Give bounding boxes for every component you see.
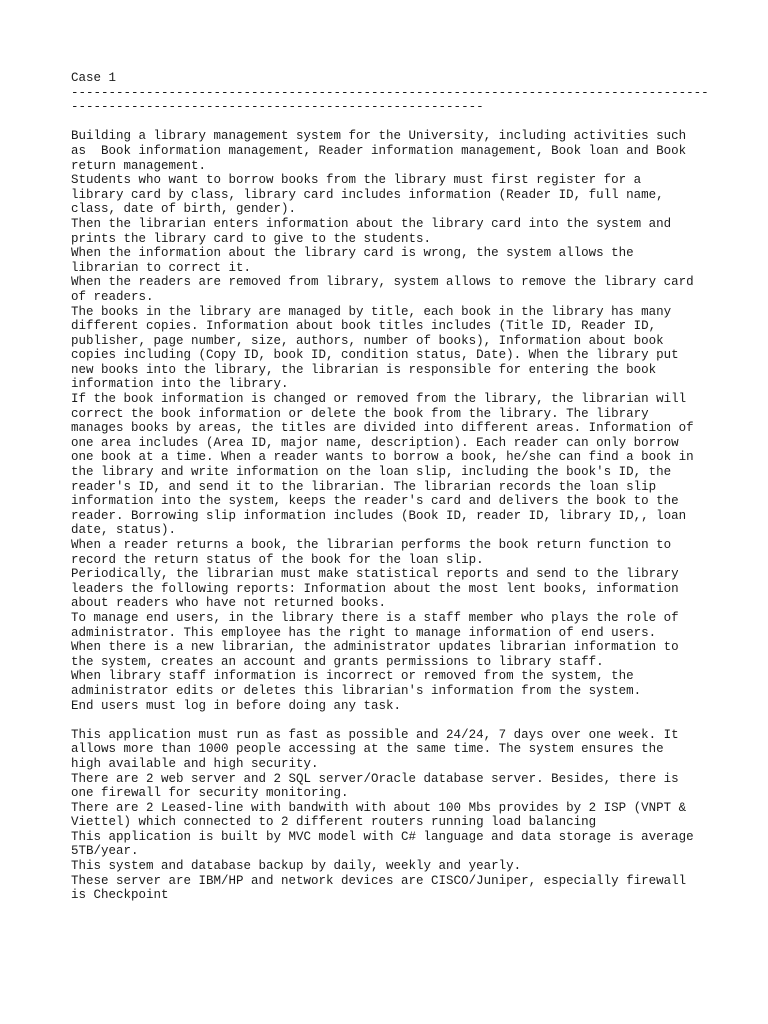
document-page: [71, 71, 711, 903]
text-line: class, date of birth, gender).: [71, 202, 297, 217]
technical-paragraph: [71, 728, 711, 903]
text-line: 5TB/year.: [71, 844, 139, 859]
text-line: administrator. This employee has the right to manage information of end users.: [71, 625, 657, 640]
text-line: When there is a new librarian, the administrator updates librarian information to: [71, 640, 679, 655]
text-line: If the book information is changed or removed from the library, the librarian will: [71, 392, 687, 407]
text-line: allows more than 1000 people accessing at the same time. The system ensures the: [71, 742, 664, 757]
text-line: information into the library.: [71, 377, 289, 392]
text-line: Building a library management system for the University, including activities such: [71, 129, 687, 144]
text-line: reader. Borrowing slip information includes (Book ID, reader ID, library ID,, loan: [71, 508, 687, 523]
text-line: one firewall for security monitoring.: [71, 786, 349, 801]
text-line: manages books by areas, the titles are divided into different areas. Information of: [71, 421, 694, 436]
spacer: [71, 713, 711, 728]
text-line: There are 2 web server and 2 SQL server/Oracle database server. Besides, there is: [71, 771, 679, 786]
text-line: new books into the library, the librarian is responsible for entering the book: [71, 362, 657, 377]
text-line: publisher, page number, size, authors, number of books), Information about book: [71, 333, 664, 348]
document-heading: Case 1: [71, 71, 117, 85]
text-line: This application is built by MVC model with C# language and data storage is average: [71, 829, 694, 844]
text-line: the library and write information on the loan slip, including the book's ID, the: [71, 465, 672, 480]
text-line: The books in the library are managed by title, each book in the library has many: [71, 304, 672, 319]
text-line: This application must run as fast as possible and 24/24, 7 days over one week. It: [71, 727, 679, 742]
text-line: is Checkpoint: [71, 888, 169, 903]
text-line: record the return status of the book for the loan slip.: [71, 552, 484, 567]
text-line: When a reader returns a book, the librarian performs the book return function to: [71, 538, 672, 552]
text-line: reader's ID, and send it to the librarian. The librarian records the loan slip: [71, 479, 657, 494]
requirements-paragraph: [71, 129, 711, 713]
text-line: one area includes (Area ID, major name, description). Each reader can only borrow: [71, 435, 679, 450]
text-line: of readers.: [71, 289, 154, 304]
text-line: as Book information management, Reader information management, Book loan and Book: [71, 143, 687, 158]
text-line: one book at a time. When a reader wants to borrow a book, he/she can find a book in: [71, 450, 694, 465]
text-line: correct the book information or delete the book from the library. The library: [71, 406, 649, 421]
text-line: prints the library card to give to the students.: [71, 231, 432, 246]
text-line: high available and high security.: [71, 756, 319, 771]
text-line: information into the system, keeps the reader's card and delivers the book to the: [71, 494, 679, 509]
text-line: When the readers are removed from library, system allows to remove the library card: [71, 275, 694, 290]
text-line: End users must log in before doing any task.: [71, 698, 402, 713]
text-line: librarian to correct it.: [71, 260, 252, 275]
separator-line: -------------------------------------------------------: [71, 100, 484, 115]
text-line: These server are IBM/HP and network devices are CISCO/Juniper, especially firewall: [71, 873, 687, 888]
text-line: the system, creates an account and grants permissions to library staff.: [71, 654, 604, 669]
text-line: To manage end users, in the library there is a staff member who plays the role of: [71, 610, 679, 625]
text-line: When the information about the library card is wrong, the system allows the: [71, 246, 634, 261]
text-line: different copies. Information about book titles includes (Title ID, Reader ID,: [71, 319, 657, 334]
text-line: library card by class, library card includes information (Reader ID, full name,: [71, 187, 664, 202]
text-line: Viettel) which connected to 2 different routers running load balancing: [71, 815, 597, 830]
text-line: leaders the following reports: Information about the most lent books, information: [71, 581, 679, 596]
text-line: return management.: [71, 158, 207, 173]
text-line: Then the librarian enters information about the library card into the system and: [71, 216, 672, 231]
text-line: There are 2 Leased-line with bandwith with about 100 Mbs provides by 2 ISP (VNPT &: [71, 800, 687, 815]
text-line: copies including (Copy ID, book ID, condition status, Date). When the library put: [71, 348, 679, 363]
text-line: about readers who have not returned books.: [71, 596, 387, 611]
text-line: When library staff information is incorrect or removed from the system, the: [71, 669, 634, 684]
text-line: date, status).: [71, 523, 177, 538]
spacer: [71, 115, 711, 130]
text-line: This system and database backup by daily, weekly and yearly.: [71, 859, 522, 874]
separator-line: -------------------------------------------------------------------------------------: [71, 85, 709, 100]
text-line: Periodically, the librarian must make statistical reports and send to the library: [71, 567, 679, 582]
text-line: administrator edits or deletes this librarian's information from the system.: [71, 683, 642, 698]
text-line: Students who want to borrow books from the library must first register for a: [71, 173, 642, 188]
